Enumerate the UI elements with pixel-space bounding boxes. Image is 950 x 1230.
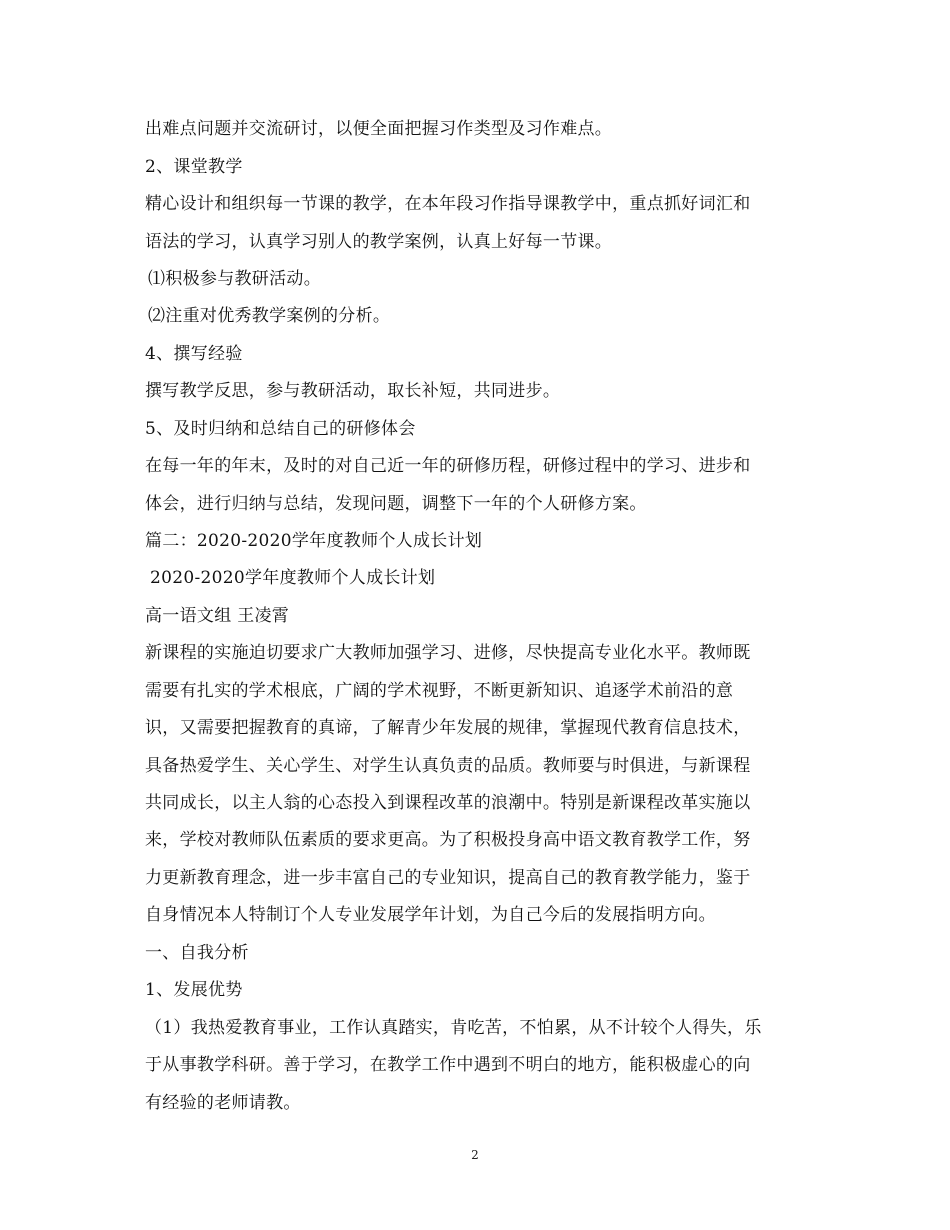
text-line: 来，学校对教师队伍素质的要求更高。为了积极投身高中语文教育教学工作，努 — [145, 830, 751, 850]
list-item: ⑴积极参与教研活动。 — [148, 269, 321, 289]
section-heading: 4、撰写经验 — [145, 344, 243, 364]
text-line: 体会，进行归纳与总结，发现问题，调整下一年的个人研修方案。 — [145, 494, 647, 514]
text-line: 出难点问题并交流研讨，以便全面把握习作类型及习作难点。 — [145, 119, 613, 139]
text-line: 语法的学习，认真学习别人的教学案例，认真上好每一节课。 — [145, 232, 613, 252]
text-line: （1）我热爱教育事业，工作认真踏实，肯吃苦，不怕累，从不计较个人得失，乐 — [145, 1018, 762, 1038]
subsection-heading: 1、发展优势 — [145, 980, 243, 1000]
section-heading: 5、及时归纳和总结自己的研修体会 — [145, 419, 416, 439]
text-line: 具备热爱学生、关心学生、对学生认真负责的品质。教师要与时俱进，与新课程 — [145, 756, 751, 776]
text-line: 自身情况本人特制订个人专业发展学年计划，为自己今后的发展指明方向。 — [145, 905, 716, 925]
text-line: 新课程的实施迫切要求广大教师加强学习、进修，尽快提高专业化水平。教师既 — [145, 643, 751, 663]
page-number: 2 — [471, 1148, 479, 1162]
document-title: 2020-2020学年度教师个人成长计划 — [150, 568, 436, 588]
text-line: 于从事教学科研。善于学习，在教学工作中遇到不明白的地方，能积极虚心的向 — [145, 1055, 751, 1075]
text-line: 有经验的老师请教。 — [145, 1093, 301, 1113]
text-line: 识，又需要把握教育的真谛，了解青少年发展的规律，掌握现代教育信息技术， — [145, 718, 751, 738]
text-line: 共同成长，以主人翁的心态投入到课程改革的浪潮中。特别是新课程改革实施以 — [145, 793, 751, 813]
text-line: 撰写教学反思，参与教研活动，取长补短，共同进步。 — [145, 381, 561, 401]
section-heading: 一、自我分析 — [145, 943, 249, 963]
section-heading: 2、课堂教学 — [145, 157, 243, 177]
text-line: 力更新教育理念，进一步丰富自己的专业知识，提高自己的教育教学能力，鉴于 — [145, 868, 751, 888]
author-line: 高一语文组 王凌霄 — [145, 606, 290, 626]
text-line: 精心设计和组织每一节课的教学，在本年段习作指导课教学中，重点抓好词汇和 — [145, 194, 751, 214]
list-item: ⑵注重对优秀教学案例的分析。 — [148, 306, 391, 326]
text-line: 在每一年的年末，及时的对自己近一年的研修历程，研修过程中的学习、进步和 — [145, 456, 751, 476]
text-line: 需要有扎实的学术根底，广阔的学术视野，不断更新知识、追逐学术前沿的意 — [145, 681, 734, 701]
article-heading: 篇二：2020-2020学年度教师个人成长计划 — [145, 531, 483, 551]
